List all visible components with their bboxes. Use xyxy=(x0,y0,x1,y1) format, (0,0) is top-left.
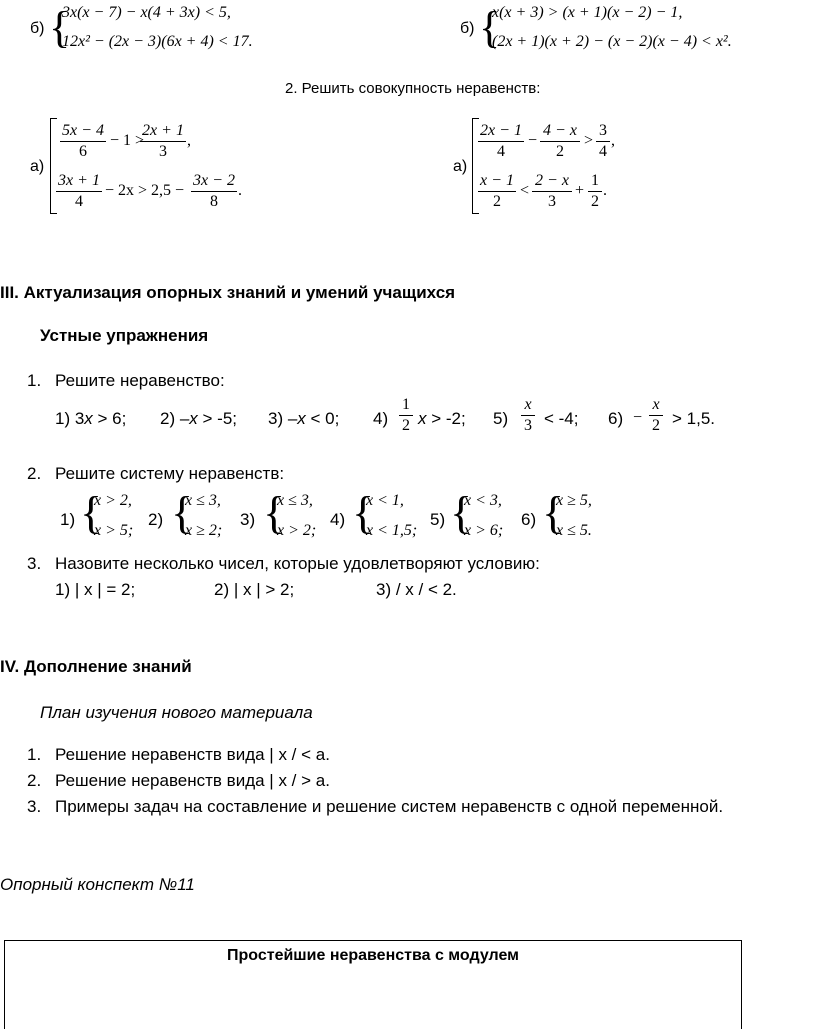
summary-title: Опорный конспект №11 xyxy=(0,875,195,894)
system-label: 6) xyxy=(521,510,537,529)
system-line: x < 1,5; xyxy=(366,522,418,539)
fraction: 2x − 1 4 xyxy=(478,122,524,161)
exercise: > 1,5. xyxy=(672,409,716,428)
exercise: 2) –x > -5; xyxy=(160,409,238,428)
fraction: x 2 xyxy=(649,396,663,435)
fraction: 3x + 1 4 xyxy=(56,172,102,211)
exercise-label: 6) xyxy=(608,409,624,428)
system-brace: { xyxy=(450,487,473,538)
system-line: x ≥ 5, xyxy=(556,492,592,509)
list-number: 3. xyxy=(27,797,42,816)
system-line: x ≥ 2; xyxy=(185,522,223,539)
expr-text: > xyxy=(584,132,594,149)
expr-text: , xyxy=(187,132,191,149)
condition: 1) | x | = 2; xyxy=(55,580,136,599)
exercise-label: 5) xyxy=(493,409,509,428)
system-line: 12x² − (2x − 3)(6x + 4) < 17. xyxy=(62,33,253,50)
system-brace: { xyxy=(49,3,71,52)
expr-text: − 1 > xyxy=(110,132,145,149)
system-line: x > 6; xyxy=(464,522,504,539)
system-line: x > 2; xyxy=(277,522,317,539)
fraction: 5x − 4 6 xyxy=(60,122,106,161)
fraction: 2x + 1 3 xyxy=(140,122,186,161)
fraction: 3 4 xyxy=(596,122,610,161)
fraction: x 3 xyxy=(521,396,535,435)
exercise: x > -2; xyxy=(418,409,466,428)
system-brace: { xyxy=(479,3,501,52)
fraction: x − 1 2 xyxy=(478,172,516,211)
list-number: 2. xyxy=(27,771,42,790)
fraction: 2 − x 3 xyxy=(532,172,572,211)
system-line: x ≤ 5. xyxy=(556,522,592,539)
section-title: III. Актуализация опорных знаний и умений учащихся xyxy=(0,283,456,302)
exercise-label: 4) xyxy=(373,409,389,428)
system-label: 3) xyxy=(240,510,256,529)
condition: 3) / x / < 2. xyxy=(376,580,457,599)
fraction: 4 − x 2 xyxy=(540,122,580,161)
system-line: x < 3, xyxy=(464,492,502,509)
system-brace: { xyxy=(171,487,194,538)
section-title: IV. Дополнение знаний xyxy=(0,657,192,676)
list-number: 3. xyxy=(27,554,42,573)
aggregate-label-right: а) xyxy=(453,158,468,175)
task2-heading: 2. Решить совокупность неравенств: xyxy=(285,80,541,97)
system-label: 4) xyxy=(330,510,346,529)
expr-text: , xyxy=(611,132,615,149)
list-item-text: Решите систему неравенств: xyxy=(55,464,285,483)
system-line: x > 2, xyxy=(94,492,132,509)
exercise: 3) –x < 0; xyxy=(268,409,340,428)
expr-text: . xyxy=(603,182,607,199)
plan-item: Примеры задач на составление и решение систем неравенств с одной переменной. xyxy=(55,797,724,816)
list-item-text: Назовите несколько чисел, которые удовлетворяют условию: xyxy=(55,554,540,573)
system-label: 2) xyxy=(148,510,164,529)
list-number: 2. xyxy=(27,464,42,483)
system-label-right: б) xyxy=(460,20,475,37)
expr-text: < xyxy=(520,182,530,199)
system-brace: { xyxy=(542,487,565,538)
system-brace: { xyxy=(80,487,103,538)
system-line: x(x + 3) > (x + 1)(x − 2) − 1, xyxy=(492,4,683,21)
aggregate-label-left: а) xyxy=(30,158,45,175)
expr-text: − xyxy=(633,409,643,426)
exercise: < -4; xyxy=(544,409,579,428)
system-label: 5) xyxy=(430,510,446,529)
fraction: 1 2 xyxy=(588,172,602,211)
condition: 2) | x | > 2; xyxy=(214,580,295,599)
plan-item: Решение неравенств вида | x / > a. xyxy=(55,771,330,790)
system-line: x ≤ 3, xyxy=(185,492,221,509)
list-number: 1. xyxy=(27,745,42,764)
system-line: (2x + 1)(x + 2) − (x − 2)(x − 4) < x². xyxy=(492,33,732,50)
summary-table xyxy=(4,940,742,1029)
expr-text: − xyxy=(528,132,538,149)
system-brace: { xyxy=(263,487,286,538)
plan-item: Решение неравенств вида | x / < a. xyxy=(55,745,330,764)
expr-text: . xyxy=(238,182,242,199)
system-label-left: б) xyxy=(30,20,45,37)
exercise: 1) 3x > 6; xyxy=(55,409,127,428)
list-item-text: Решите неравенство: xyxy=(55,371,225,390)
system-brace: { xyxy=(352,487,375,538)
system-label: 1) xyxy=(60,510,76,529)
table-header: Простейшие неравенства с модулем xyxy=(227,947,519,964)
system-line: x > 5; xyxy=(94,522,134,539)
system-line: x < 1, xyxy=(366,492,404,509)
system-line: x ≤ 3, xyxy=(277,492,313,509)
section-subtitle: Устные упражнения xyxy=(40,326,209,345)
expr-text: + xyxy=(575,182,585,199)
list-number: 1. xyxy=(27,371,42,390)
plan-title: План изучения нового материала xyxy=(40,703,313,722)
expr-text: − 2x > 2,5 − xyxy=(105,182,185,199)
fraction: 3x − 2 8 xyxy=(191,172,237,211)
system-line: 3x(x − 7) − x(4 + 3x) < 5, xyxy=(62,4,231,21)
fraction: 1 2 xyxy=(399,396,413,435)
